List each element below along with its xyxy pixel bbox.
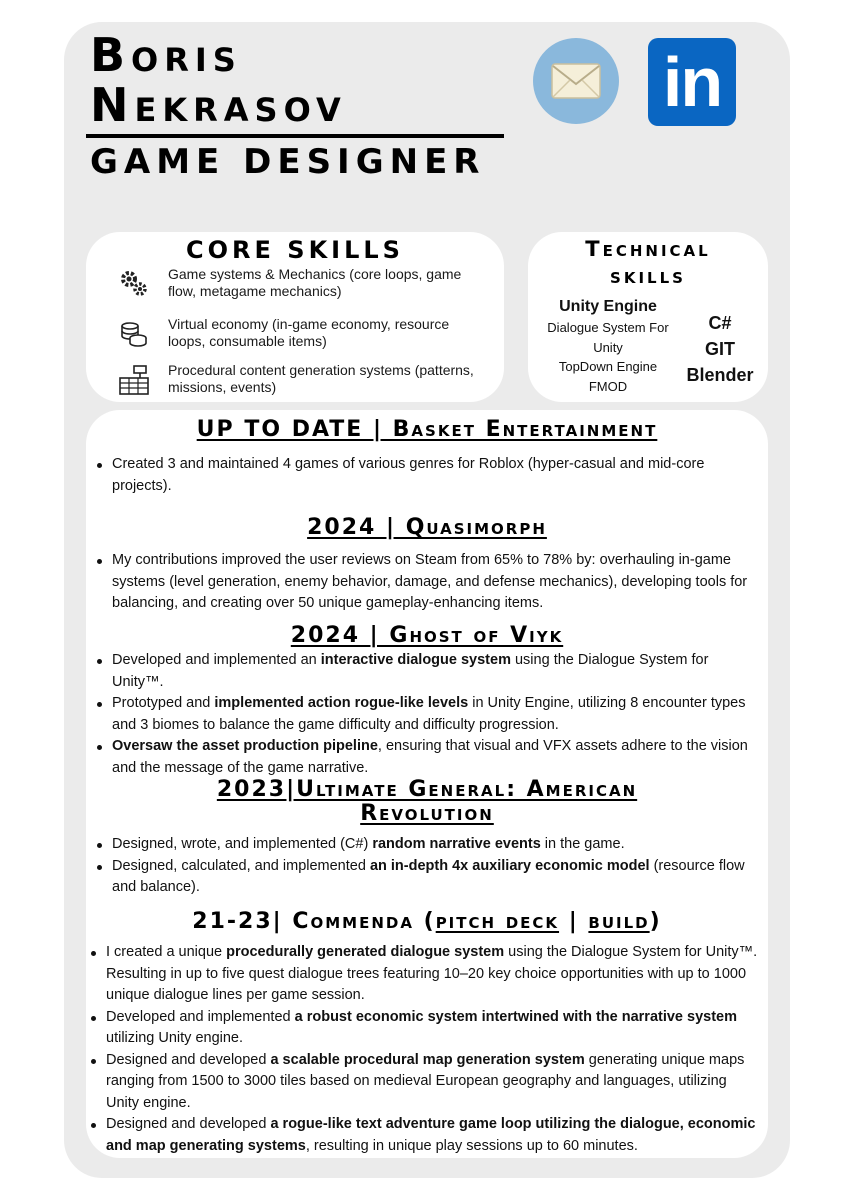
core-skill-item — [118, 266, 488, 306]
technical-skills-title-line: Technical — [585, 237, 711, 261]
tech-skill: GIT — [705, 339, 735, 359]
core-skills-card — [86, 232, 504, 402]
bullet-text: Created 3 and maintained 4 games of various genres for Roblox (hyper-casual and mid-core projects). — [112, 456, 705, 494]
section-bullets — [92, 454, 762, 497]
candidate-name — [90, 30, 347, 130]
bullet-text: Developed and implemented an — [112, 652, 321, 668]
core-skill-text: Procedural content generation systems (patterns, missions, events) — [168, 362, 474, 395]
section-bullets — [92, 650, 762, 779]
tech-skill: Blender — [686, 365, 754, 385]
bullet-emphasis: random narrative events — [372, 836, 541, 852]
flowchart-icon — [118, 364, 150, 396]
bullet-emphasis: a robust economic system intertwined with the narrative system — [294, 1008, 738, 1025]
bullet-emphasis: a rogue-like text adventure game loop utilizing the dialogue, economic and map generating systems — [106, 1116, 756, 1154]
core-skill-text: Virtual economy (in-game economy, resource loops, consumable items) — [168, 316, 450, 349]
envelope-icon[interactable] — [533, 38, 619, 124]
bullet-text: I created a unique — [106, 944, 227, 960]
tech-skill: TopDown Engine — [558, 359, 658, 374]
bullet-text: Designed, wrote, and implemented (C#) — [112, 836, 373, 852]
bullet-item — [92, 550, 762, 615]
technical-skills-title-line: skills — [610, 264, 686, 288]
tech-skill: C# — [708, 313, 732, 333]
bullet-item — [92, 693, 762, 736]
bullet-text: in the game. — [540, 836, 625, 852]
bullet-text: generating unique maps ranging from 1500 to 3000 tiles based on medieval European geography and languages, utilizing Unity engine. — [106, 1051, 745, 1111]
technical-skills-languages — [680, 310, 760, 388]
bullet-emphasis: a scalable procedural map generation system — [270, 1051, 585, 1068]
bullet-text: using the Dialogue System for Unity™. Resulting in up to five quest dialogue trees featuring 10–20 key choice opportunities with up to 1000 unique dialogue lines per game session. — [106, 944, 758, 1003]
section-title: UP TO DATE | Basket Entertainment — [196, 417, 658, 442]
section-title-text: ) — [649, 909, 662, 934]
section-title-line: Revolution — [360, 801, 494, 826]
bullet-item — [92, 834, 762, 856]
gears-icon — [118, 268, 150, 300]
bullet-text: Designed, calculated, and implemented — [112, 857, 370, 874]
bullet-text: in Unity Engine, utilizing 8 encounter types and 3 biomes to balance the game difficulty and difficulty progression. — [112, 695, 746, 733]
section-title-line: 2023|Ultimate General: American — [216, 777, 638, 802]
bullet-emphasis: interactive dialogue system — [320, 652, 511, 668]
bullet-text: Developed and implemented — [106, 1008, 295, 1025]
last-name: Nekrasov — [90, 78, 347, 132]
section-bullets — [92, 834, 762, 899]
bullet-item — [86, 942, 762, 1007]
section-title — [86, 910, 768, 934]
core-skill-item — [118, 362, 488, 402]
bullet-text: utilizing Unity engine. — [106, 1030, 244, 1046]
first-name: Boris — [90, 28, 242, 82]
bullet-item — [92, 856, 762, 899]
tech-skill: FMOD — [588, 378, 628, 394]
bullet-text: My contributions improved the user reviews on Steam from 65% to 78% by: overhauling in-game systems (level generation, enemy behavior, damage, and defense mechanics), developing tools for balancing, and creating over 50 unique gameplay-enhancing items. — [112, 552, 748, 611]
tech-skill: Unity Engine — [559, 298, 657, 315]
section-bullets — [92, 550, 762, 615]
bullet-text: using the Dialogue System for Unity™. — [112, 652, 709, 690]
bullet-item — [86, 1007, 762, 1050]
section-title: 2024 | Ghost of Viyk — [290, 623, 564, 648]
section-title-text: 21-23| Commenda ( — [192, 909, 436, 934]
bullet-emphasis: implemented action rogue-like levels — [214, 695, 469, 711]
core-skill-text: Game systems & Mechanics (core loops, game flow, metagame mechanics) — [168, 266, 462, 299]
core-skills-title: CORE SKILLS — [186, 236, 404, 264]
job-title: GAME DESIGNER — [90, 142, 486, 182]
bullet-item — [92, 454, 762, 497]
bullet-text: Prototyped and — [112, 695, 215, 711]
bullet-emphasis: procedurally generated dialogue system — [226, 944, 505, 960]
core-skill-item — [118, 316, 488, 356]
bullet-emphasis: an in-depth 4x auxiliary economic model — [369, 857, 650, 874]
bullet-text: , resulting in unique play sessions up to 60 minutes. — [305, 1137, 638, 1154]
technical-skills-tools — [534, 296, 682, 396]
bullet-item — [92, 736, 762, 779]
section-title — [86, 778, 768, 826]
bullet-text: , ensuring that visual and VFX assets adhere to the vision and the message of the game narrative. — [112, 738, 748, 776]
technical-skills-title — [528, 236, 768, 290]
bullet-text: (resource flow and balance). — [112, 857, 745, 895]
technical-skills-card — [528, 232, 768, 402]
bullet-item — [86, 1114, 762, 1157]
tech-skill: Dialogue System For Unity — [547, 320, 669, 355]
section-bullets — [86, 942, 762, 1157]
bullet-text: Designed and developed — [106, 1116, 271, 1132]
pitch-deck-link[interactable]: pitch deck — [435, 909, 560, 934]
section-title: 2024 | Quasimorph — [307, 515, 547, 540]
section-title-separator: | — [559, 909, 589, 934]
bullet-item — [92, 650, 762, 693]
bullet-item — [86, 1050, 762, 1115]
experience-card — [86, 410, 768, 1158]
header-divider — [86, 134, 504, 138]
linkedin-icon[interactable]: in — [648, 38, 736, 126]
bullet-emphasis: Oversaw the asset production pipeline — [112, 738, 378, 754]
build-link[interactable]: build — [588, 909, 650, 934]
bullet-text: Designed and developed — [106, 1051, 271, 1068]
coins-icon — [118, 318, 150, 350]
